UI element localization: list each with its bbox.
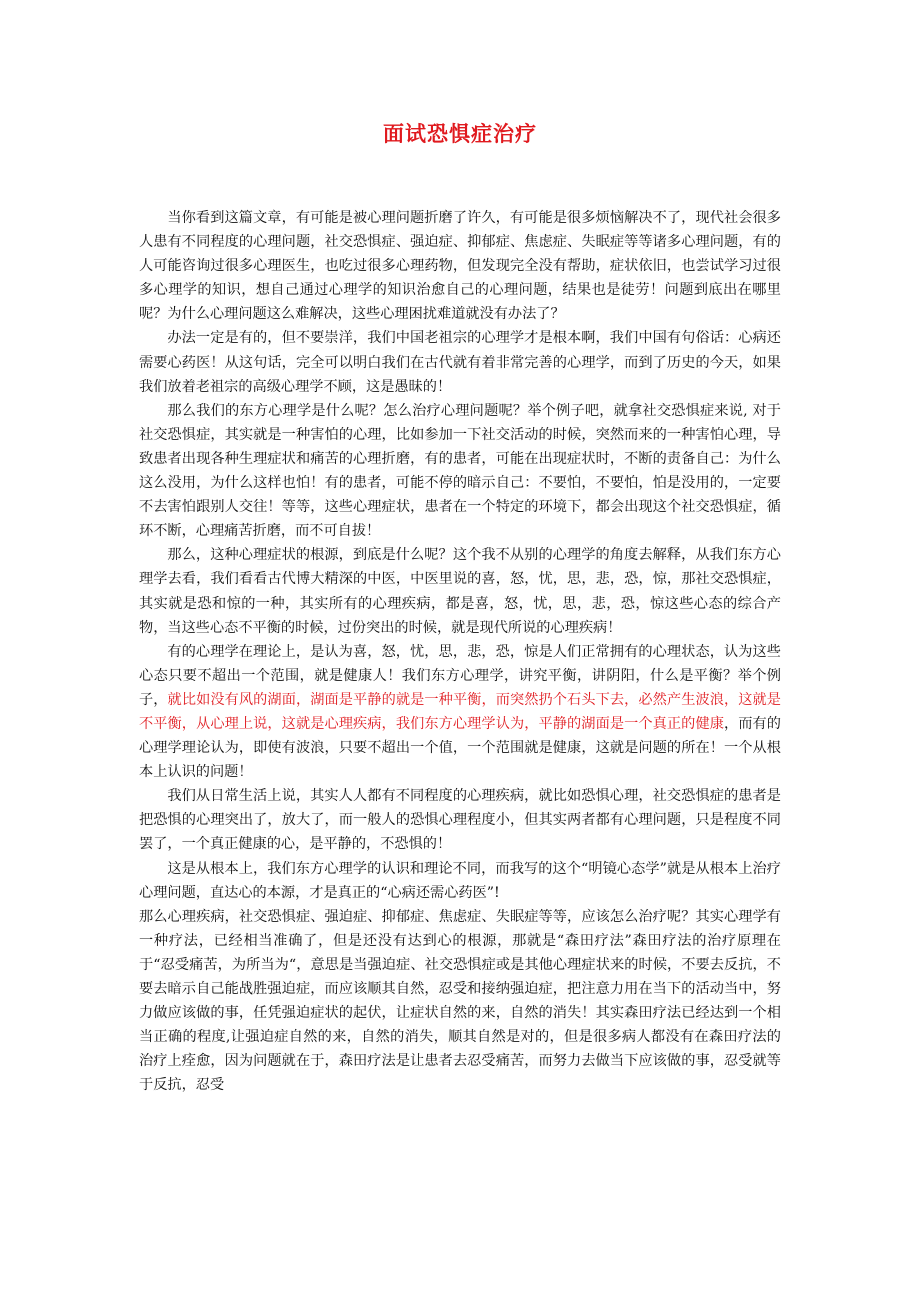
- paragraph-7: 这是从根本上，我们东方心理学的认识和理论不同，而我写的这个“明镜心态学”就是从根本上治疗心理问题，直达心的本源，才是真正的“心病还需心药医”!: [139, 860, 781, 901]
- paragraph-6: 我们从日常生活上说，其实人人都有不同程度的心理疾病，就比如恐惧心理，社交恐惧症的患者是把恐惧的心理突出了，放大了，而一般人的恐惧心理程度小，但其实两者都有心理问题，只是程度不同罢了，一个真正健康的心，是平静的，不恐惧的！: [139, 788, 781, 853]
- paragraph-5-before: 有的心理学在理论上，是认为喜，怒，忧，思，悲，恐，惊是人们正常拥有的心理状态，认为这些心态只要不超出一个范围，就是健康人！我们东方心理学，讲究平衡，讲阴阳，什么是平衡？举个例子，: [139, 643, 781, 708]
- paragraph-5-after: ，而有的心理学理论认为，即使有波浪，只要不超出一个值，一个范围就是健康，这就是问题的所在！一个从根本上认识的问题！: [139, 715, 781, 781]
- paragraph-4: 那么，这种心理症状的根源，到底是什么呢？这个我不从别的心理学的角度去解释，从我们东方心理学去看，我们看看古代博大精深的中医，中医里说的喜，怒，忧，思，悲，恐，惊，那社交恐惧症，其实就是恐和惊的一种，其实所有的心理疾病，都是喜，怒，忧，思，悲，恐，惊这些心态的综合产物，当这些心态不平衡的时候，过份突出的时候，就是现代所说的心理疾病！: [139, 547, 781, 636]
- paragraph-1: 当你看到这篇文章，有可能是被心理问题折磨了许久，有可能是很多烦恼解决不了，现代社会很多人患有不同程度的心理问题，社交恐惧症、强迫症、抑郁症、焦虑症、失眠症等等诸多心理问题，有的人可能咨询过很多心理医生，也吃过很多心理药物，但发现完全没有帮助，症状依旧，也尝试学习过很多心理学的知识，想自己通过心理学的知识治愈自己的心理问题，结果也是徒劳！问题到底出在哪里呢？为什么心理问题这么难解决，这些心理困扰难道就没有办法了？: [139, 210, 781, 323]
- paragraph-5-highlight: 就比如没有风的湖面，湖面是平静的就是一种平衡，而突然扔个石头下去，必然产生波浪，这就是不平衡，从心理上说，这就是心理疾病，我们东方心理学认为，平静的湖面是一个真正的健康: [139, 691, 781, 732]
- document-body: [139, 206, 781, 1097]
- paragraph-2: 办法一定是有的，但不要崇洋，我们中国老祖宗的心理学才是根本啊，我们中国有句俗话：心病还需要心药医！从这句话，完全可以明白我们在古代就有着非常完善的心理学，而到了历史的今天，如果我们放着老祖宗的高级心理学不顾，这是愚昧的！: [139, 330, 781, 395]
- document-title: 面试恐惧症治疗: [383, 121, 537, 146]
- paragraph-3: 那么我们的东方心理学是什么呢？怎么治疗心理问题呢？举个例子吧，就拿社交恐惧症来说, 对于社交恐惧症，其实就是一种害怕的心理，比如参加一下社交活动的时候，突然而来的一种害怕心理，导致患者出现各种生理症状和痛苦的心理折磨，有的患者，可能在出现症状时，不断的责备自己：为什么这么没用，为什么这样也怕！有的患者，可能不停的暗示自己：不要怕，不要怕，怕是没用的，一定要不去害怕跟别人交往！等等，这些心理症状，患者在一个特定的环境下，都会出现这个社交恐惧症，循环不断，心理痛苦折磨，而不可自拔！: [139, 402, 781, 540]
- paragraph-8: 那么心理疾病，社交恐惧症、强迫症、抑郁症、焦虑症、失眠症等等，应该怎么治疗呢？其实心理学有一种疗法，已经相当准确了，但是还没有达到心的根源，那就是“森田疗法”森田疗法的治疗原理在于“忍受痛苦，为所当为“，意思是当强迫症、社交恐惧症或是其他心理症状来的时候，不要去反抗，不要去暗示自己能战胜强迫症，而应该顺其自然，忍受和接纳强迫症，把注意力用在当下的活动当中，努力做应该做的事，任凭强迫症状的起伏，让症状自然的来，自然的消失！其实森田疗法已经达到一个相当正确的程度,让强迫症自然的来，自然的消失，顺其自然是对的，但是很多病人都没有在森田疗法的治疗上痊愈，因为问题就在于，森田疗法是让患者去忍受痛苦，而努力去做当下应该做的事，忍受就等于反抗，忍受: [139, 908, 781, 1094]
- paragraph-5: [139, 640, 781, 785]
